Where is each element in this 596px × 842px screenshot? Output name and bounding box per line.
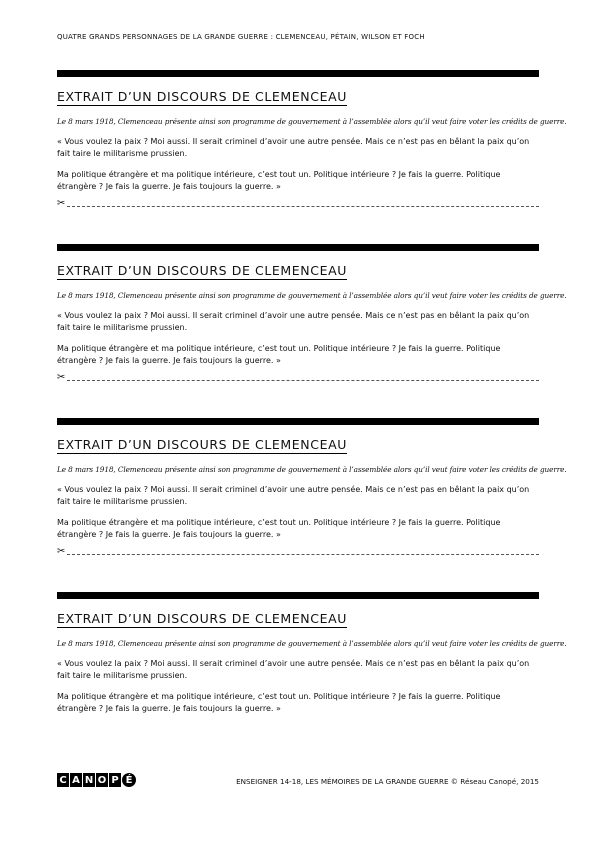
excerpt-paragraph-1: « Vous voulez la paix ? Moi aussi. Il serait criminel d’avoir une autre pensée. Mais ce n’est pas en bêlant la paix qu’on fait taire le militarisme prussien. [57, 311, 530, 332]
divider-bar [57, 418, 539, 425]
excerpt-paragraph-1: « Vous voulez la paix ? Moi aussi. Il serait criminel d’avoir une autre pensée. Mais ce n’est pas en bêlant la paix qu’on fait taire le militarisme prussien. [57, 485, 530, 506]
divider-bar [57, 244, 539, 251]
logo-letter: N [84, 774, 94, 786]
excerpt-block-3 [57, 418, 567, 559]
divider-bar [57, 70, 539, 77]
logo-letter: É [122, 773, 136, 787]
excerpt-title: EXTRAIT D’UN DISCOURS DE CLEMENCEAU [57, 611, 347, 626]
excerpt-intro: Le 8 mars 1918, Clemenceau présente ainsi son programme de gouvernement à l’assemblée alors qu’il veut faire voter les crédits de guerre. [57, 117, 567, 126]
scissors-icon: ✂ [57, 546, 66, 557]
logo-letter: C [57, 773, 69, 787]
excerpt-title: EXTRAIT D’UN DISCOURS DE CLEMENCEAU [57, 263, 347, 278]
cut-line [57, 372, 539, 385]
logo-letter: O [97, 774, 107, 786]
dashed-line [67, 554, 539, 555]
excerpt-intro: Le 8 mars 1918, Clemenceau présente ainsi son programme de gouvernement à l’assemblée alors qu’il veut faire voter les crédits de guerre. [57, 291, 567, 300]
dashed-line [67, 206, 539, 207]
canope-logo [57, 773, 136, 787]
excerpt-paragraph-2: Ma politique étrangère et ma politique intérieure, c’est tout un. Politique intérieure ? Je fais la guerre. Politique étrangère ? Je fais la guerre. Je fais toujours la guerre. » [57, 344, 501, 365]
excerpt-intro: Le 8 mars 1918, Clemenceau présente ainsi son programme de gouvernement à l’assemblée alors qu’il veut faire voter les crédits de guerre. [57, 639, 567, 648]
excerpt-block-2 [57, 244, 567, 385]
divider-bar [57, 592, 539, 599]
page-header: QUATRE GRANDS PERSONNAGES DE LA GRANDE GUERRE : CLEMENCEAU, PÉTAIN, WILSON ET FOCH [57, 33, 425, 41]
cut-line [57, 198, 539, 211]
excerpt-paragraph-1: « Vous voulez la paix ? Moi aussi. Il serait criminel d’avoir une autre pensée. Mais ce n’est pas en bêlant la paix qu’on fait taire le militarisme prussien. [57, 137, 530, 158]
excerpt-paragraph-2: Ma politique étrangère et ma politique intérieure, c’est tout un. Politique intérieure ? Je fais la guerre. Politique étrangère ? Je fais la guerre. Je fais toujours la guerre. » [57, 170, 501, 191]
excerpt-block-4 [57, 592, 567, 714]
logo-letter: P [109, 773, 121, 787]
excerpt-block-1 [57, 70, 567, 211]
excerpt-paragraph-1: « Vous voulez la paix ? Moi aussi. Il serait criminel d’avoir une autre pensée. Mais ce n’est pas en bêlant la paix qu’on fait taire le militarisme prussien. [57, 659, 530, 680]
excerpt-title: EXTRAIT D’UN DISCOURS DE CLEMENCEAU [57, 437, 347, 452]
cut-line [57, 546, 539, 559]
excerpt-paragraph-2: Ma politique étrangère et ma politique intérieure, c’est tout un. Politique intérieure ? Je fais la guerre. Politique étrangère ? Je fais la guerre. Je fais toujours la guerre. » [57, 692, 501, 713]
excerpt-title: EXTRAIT D’UN DISCOURS DE CLEMENCEAU [57, 89, 347, 104]
scissors-icon: ✂ [57, 372, 66, 383]
excerpt-intro: Le 8 mars 1918, Clemenceau présente ainsi son programme de gouvernement à l’assemblée alors qu’il veut faire voter les crédits de guerre. [57, 465, 567, 474]
dashed-line [67, 380, 539, 381]
excerpt-paragraph-2: Ma politique étrangère et ma politique intérieure, c’est tout un. Politique intérieure ? Je fais la guerre. Politique étrangère ? Je fais la guerre. Je fais toujours la guerre. » [57, 518, 501, 539]
footer-credit: ENSEIGNER 14-18, LES MÉMOIRES DE LA GRANDE GUERRE © Réseau Canopé, 2015 [236, 777, 539, 786]
logo-letter: A [70, 773, 82, 787]
scissors-icon: ✂ [57, 198, 66, 209]
